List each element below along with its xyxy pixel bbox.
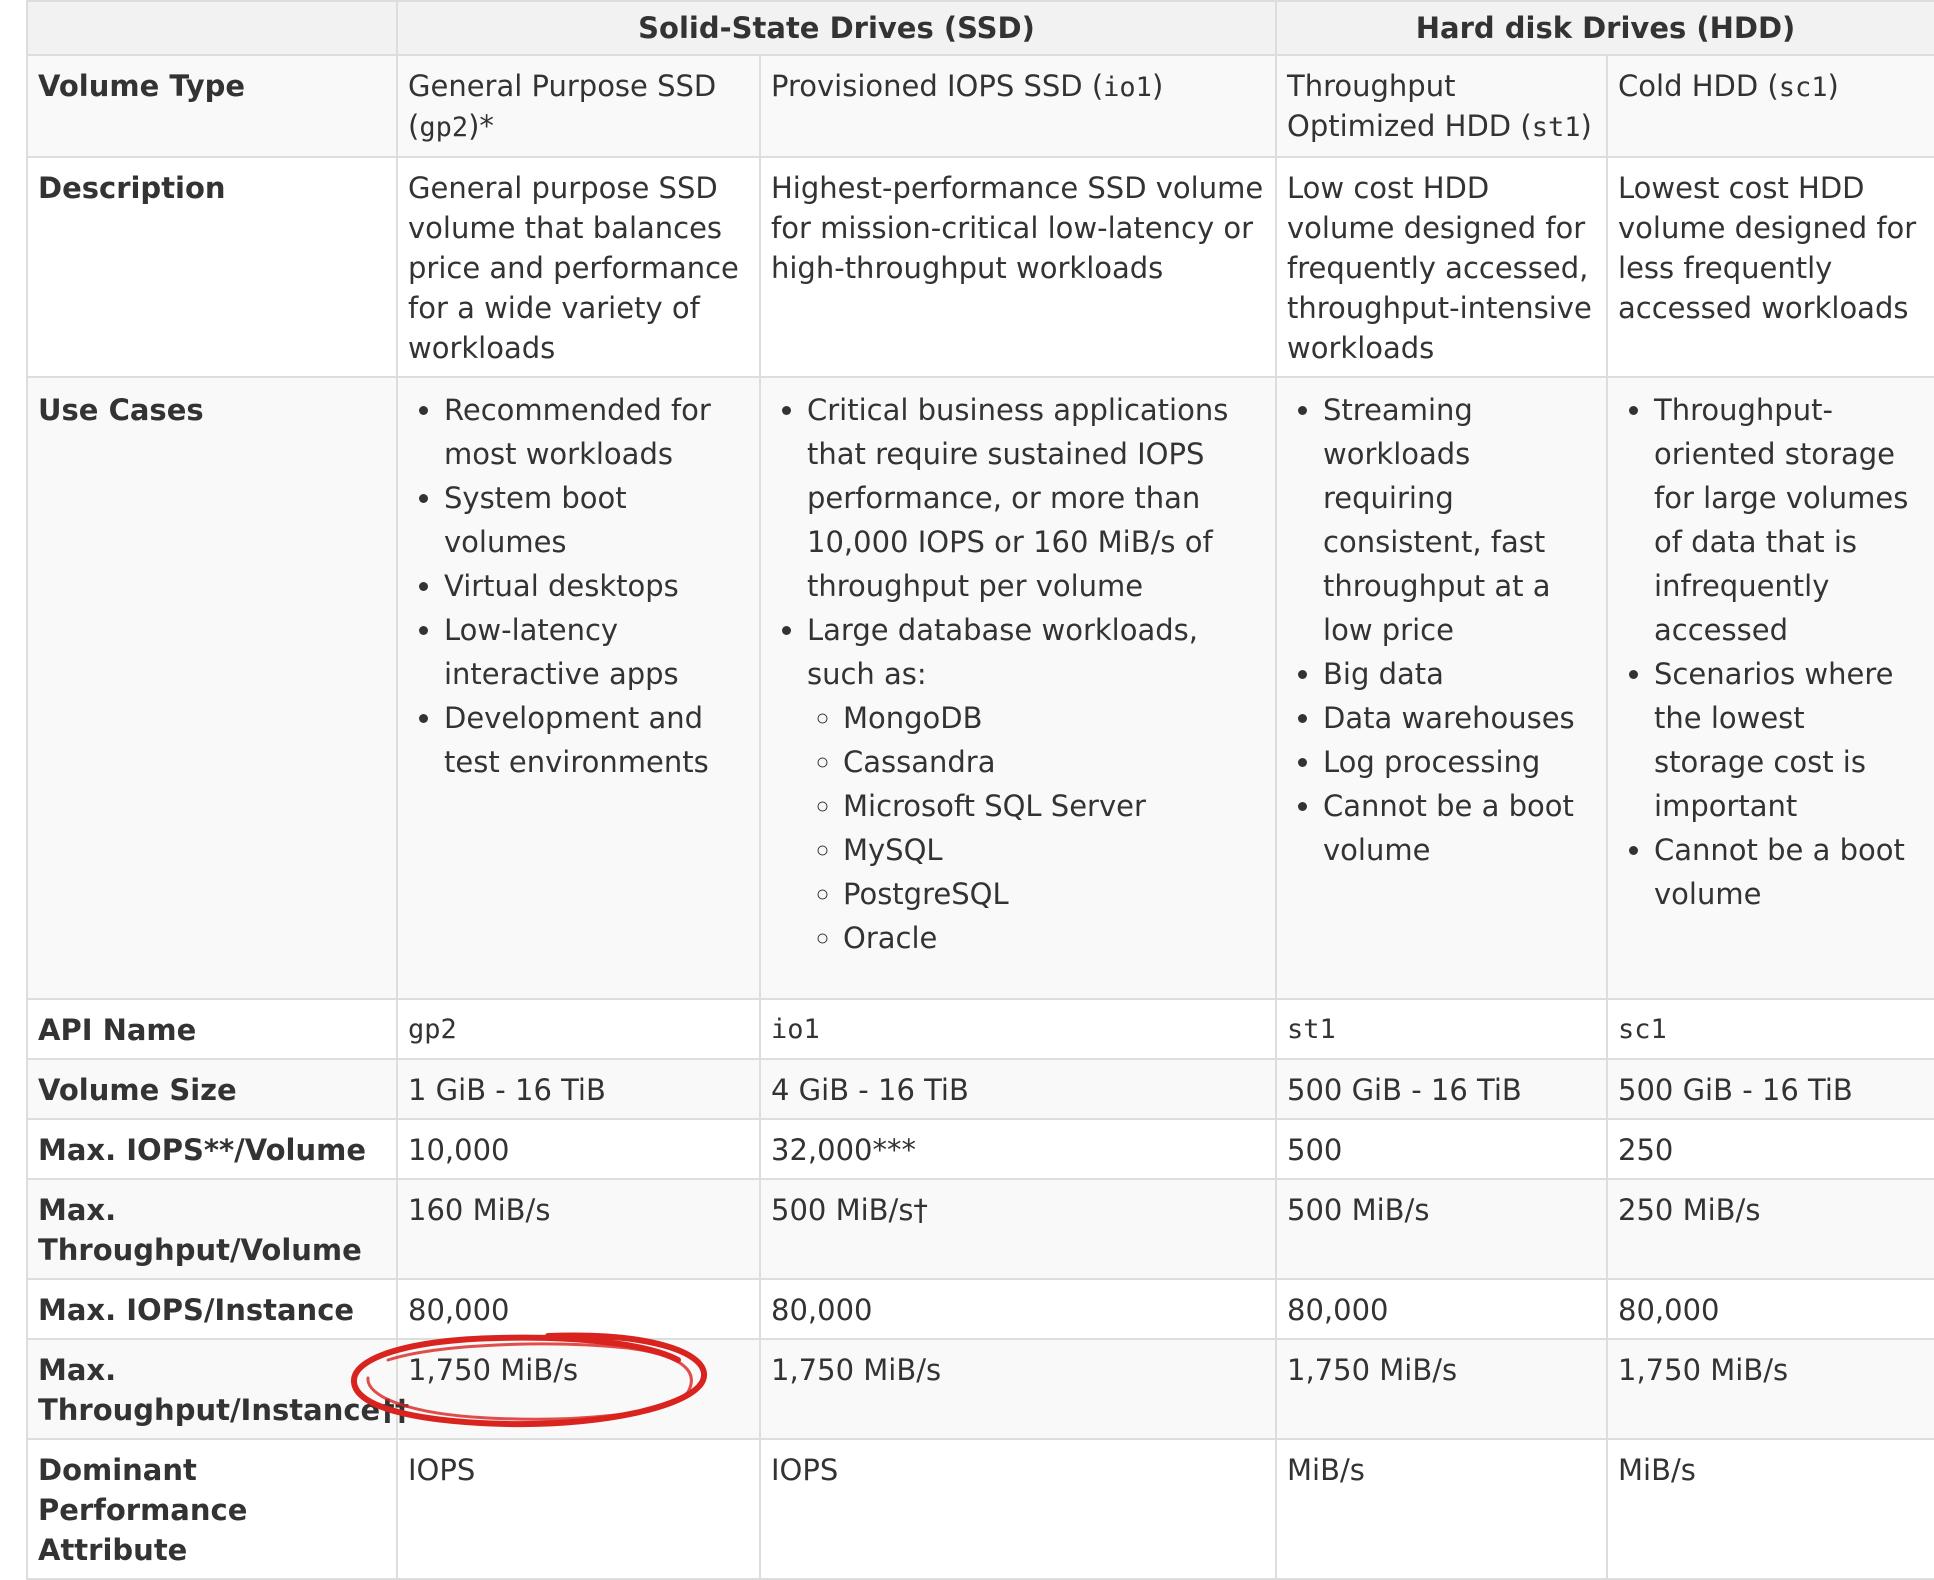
sub-list-item: ◦ MongoDB (843, 696, 1265, 740)
cell-use-cases-io1 (760, 377, 1276, 999)
cell-max-throughput-instance-io1: 1,750 MiB/s (760, 1339, 1276, 1439)
use-cases-st1-list (1287, 388, 1596, 872)
list-item: • Low-latency interactive apps (444, 608, 749, 696)
sub-list-item: ◦ PostgreSQL (843, 872, 1265, 916)
volume-type-st1-suffix: ) (1580, 109, 1592, 143)
cell-max-throughput-volume-io1: 500 MiB/s† (760, 1179, 1276, 1279)
cell-volume-type-io1 (760, 55, 1276, 157)
cell-api-name-sc1: sc1 (1607, 999, 1934, 1059)
cell-api-name-gp2: gp2 (397, 999, 760, 1059)
volume-type-sc1-suffix: ) (1827, 69, 1839, 103)
cell-volume-size-st1: 500 GiB - 16 TiB (1276, 1059, 1607, 1119)
cell-max-throughput-volume-sc1: 250 MiB/s (1607, 1179, 1934, 1279)
header-ssd-group: Solid-State Drives (SSD) (397, 1, 1276, 55)
cell-max-throughput-volume-gp2: 160 MiB/s (397, 1179, 760, 1279)
list-item: • Big data (1323, 652, 1596, 696)
cell-description-gp2: General purpose SSD volume that balances price and performance for a wide variety of workloads (397, 157, 760, 377)
row-max-iops-volume (27, 1119, 1934, 1179)
volume-type-io1-prefix: Provisioned IOPS SSD ( (771, 69, 1104, 103)
volume-type-gp2-prefix: General Purpose SSD ( (408, 69, 717, 143)
cell-max-iops-volume-gp2: 10,000 (397, 1119, 760, 1179)
row-max-throughput-instance (27, 1339, 1934, 1439)
header-row (27, 1, 1934, 55)
row-description (27, 157, 1934, 377)
cell-dominant-performance-st1: MiB/s (1276, 1439, 1607, 1579)
volume-type-io1-suffix: ) (1151, 69, 1164, 103)
cell-use-cases-gp2 (397, 377, 760, 999)
header-blank-cell (27, 1, 397, 55)
volume-type-sc1-code: sc1 (1778, 72, 1828, 103)
cell-dominant-performance-gp2: IOPS (397, 1439, 760, 1579)
row-api-name (27, 999, 1934, 1059)
row-label-max-throughput-instance: Max. Throughput/Instance†† (27, 1339, 397, 1439)
volume-type-sc1-prefix: Cold HDD ( (1618, 69, 1779, 103)
cell-use-cases-st1 (1276, 377, 1607, 999)
row-max-throughput-volume (27, 1179, 1934, 1279)
cell-description-io1: Highest-performance SSD volume for mission-critical low-latency or high-throughput workloads (760, 157, 1276, 377)
cell-api-name-st1: st1 (1276, 999, 1607, 1059)
cell-max-iops-instance-sc1: 80,000 (1607, 1279, 1934, 1339)
row-use-cases (27, 377, 1934, 999)
volume-type-io1-code: io1 (1103, 72, 1152, 103)
row-volume-type (27, 55, 1934, 157)
use-cases-io1-list (771, 388, 1265, 960)
cell-max-throughput-volume-st1: 500 MiB/s (1276, 1179, 1607, 1279)
cell-volume-size-gp2: 1 GiB - 16 TiB (397, 1059, 760, 1119)
row-label-use-cases: Use Cases (27, 377, 397, 999)
list-item: • Virtual desktops (444, 564, 749, 608)
list-item: • Critical business applications that require sustained IOPS performance, or more than 10,000 IOPS or 160 MiB/s of throughput per volume (807, 388, 1265, 608)
cell-max-iops-instance-io1: 80,000 (760, 1279, 1276, 1339)
use-cases-gp2-list (408, 388, 749, 784)
comparison-table-wrapper (26, 0, 1934, 1580)
list-item: • Cannot be a boot volume (1654, 828, 1924, 916)
sub-list-item: ◦ MySQL (843, 828, 1265, 872)
cell-dominant-performance-sc1: MiB/s (1607, 1439, 1934, 1579)
cell-use-cases-sc1 (1607, 377, 1934, 999)
cell-dominant-performance-io1: IOPS (760, 1439, 1276, 1579)
cell-max-throughput-instance-st1: 1,750 MiB/s (1276, 1339, 1607, 1439)
cell-volume-type-gp2 (397, 55, 760, 157)
header-hdd-group: Hard disk Drives (HDD) (1276, 1, 1934, 55)
row-label-max-iops-volume: Max. IOPS**/Volume (27, 1119, 397, 1179)
row-label-api-name: API Name (27, 999, 397, 1059)
row-label-volume-type: Volume Type (27, 55, 397, 157)
row-dominant-performance (27, 1439, 1934, 1579)
list-item: • Log processing (1323, 740, 1596, 784)
list-item: • Throughput-oriented storage for large volumes of data that is infrequently accessed (1654, 388, 1924, 652)
use-cases-io1-sublist (807, 696, 1265, 960)
row-max-iops-instance (27, 1279, 1934, 1339)
volume-type-st1-code: st1 (1531, 112, 1581, 143)
cell-api-name-io1: io1 (760, 999, 1276, 1059)
cell-volume-type-sc1 (1607, 55, 1934, 157)
use-cases-sc1-list (1618, 388, 1924, 916)
list-item (807, 608, 1265, 960)
row-label-dominant-performance: Dominant Performance Attribute (27, 1439, 397, 1579)
volume-type-gp2-suffix: )* (468, 109, 494, 143)
volume-type-st1-prefix: Throughput Optimized HDD ( (1287, 69, 1532, 143)
list-item: • Data warehouses (1323, 696, 1596, 740)
list-item: • System boot volumes (444, 476, 749, 564)
cell-volume-size-io1: 4 GiB - 16 TiB (760, 1059, 1276, 1119)
cell-description-st1: Low cost HDD volume designed for frequently accessed, throughput-intensive workloads (1276, 157, 1607, 377)
row-volume-size (27, 1059, 1934, 1119)
sub-list-item: ◦ Cassandra (843, 740, 1265, 784)
cell-max-throughput-instance-gp2: 1,750 MiB/s (397, 1339, 760, 1439)
row-label-max-throughput-volume: Max. Throughput/Volume (27, 1179, 397, 1279)
row-label-volume-size: Volume Size (27, 1059, 397, 1119)
list-item: • Development and test environments (444, 696, 749, 784)
list-item: • Recommended for most workloads (444, 388, 749, 476)
row-label-description: Description (27, 157, 397, 377)
cell-max-iops-volume-sc1: 250 (1607, 1119, 1934, 1179)
list-item-text: Large database workloads, such as: (807, 613, 1198, 691)
cell-volume-type-st1 (1276, 55, 1607, 157)
row-label-max-iops-instance: Max. IOPS/Instance (27, 1279, 397, 1339)
cell-description-sc1: Lowest cost HDD volume designed for less frequently accessed workloads (1607, 157, 1934, 377)
list-item: • Cannot be a boot volume (1323, 784, 1596, 872)
cell-max-iops-instance-gp2: 80,000 (397, 1279, 760, 1339)
cell-volume-size-sc1: 500 GiB - 16 TiB (1607, 1059, 1934, 1119)
volume-type-gp2-code: gp2 (419, 112, 469, 143)
cell-max-throughput-instance-sc1: 1,750 MiB/s (1607, 1339, 1934, 1439)
list-item: • Streaming workloads requiring consistent, fast throughput at a low price (1323, 388, 1596, 652)
ebs-volume-comparison-table (26, 0, 1934, 1580)
cell-max-iops-volume-io1: 32,000*** (760, 1119, 1276, 1179)
list-item: • Scenarios where the lowest storage cost is important (1654, 652, 1924, 828)
sub-list-item: ◦ Oracle (843, 916, 1265, 960)
cell-max-iops-instance-st1: 80,000 (1276, 1279, 1607, 1339)
cell-max-iops-volume-st1: 500 (1276, 1119, 1607, 1179)
sub-list-item: ◦ Microsoft SQL Server (843, 784, 1265, 828)
